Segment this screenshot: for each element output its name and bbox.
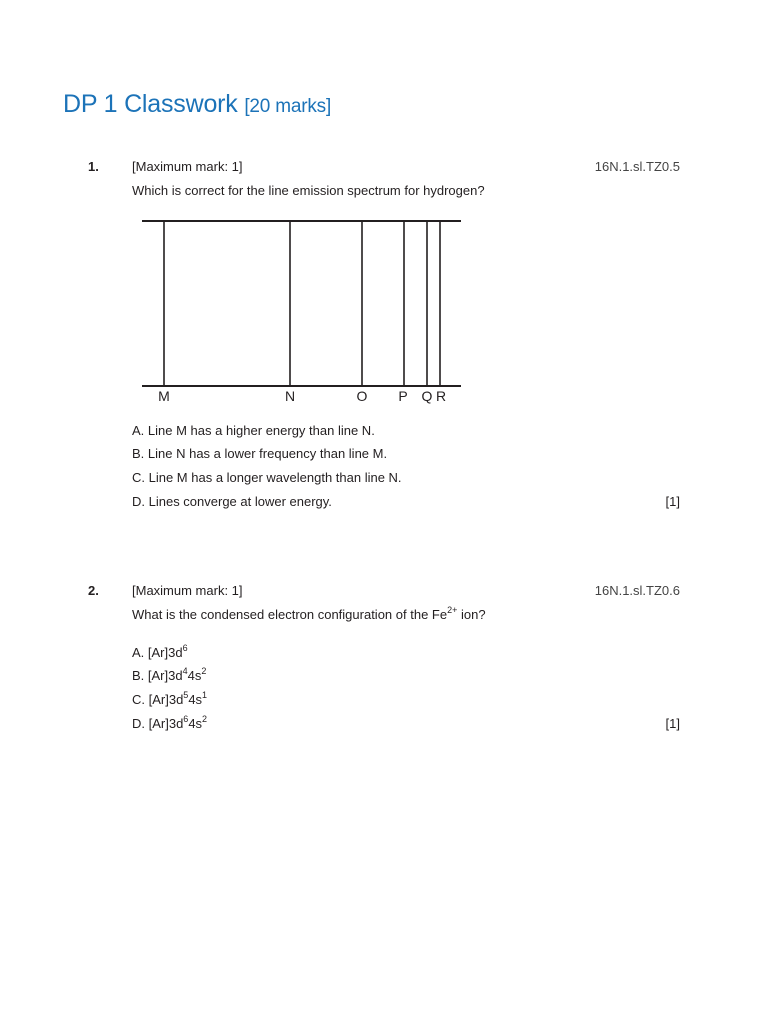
question-mark: [1] — [665, 716, 680, 731]
superscript: 6 — [182, 642, 188, 653]
superscript: 2 — [202, 713, 208, 724]
option-b: B. Line N has a lower frequency than line M. — [132, 446, 388, 461]
question-text: Which is correct for the line emission spectrum for hydrogen? — [132, 183, 485, 198]
option-c — [132, 689, 208, 707]
option-d: D. Lines converge at lower energy. — [132, 494, 332, 509]
option-text: A. [Ar]3d — [132, 645, 183, 660]
line-label-q: Q — [421, 388, 433, 404]
option-text: 4s — [188, 692, 203, 707]
option-a: A. Line M has a higher energy than line N. — [132, 423, 375, 438]
line-label-n: N — [284, 388, 296, 404]
superscript: 2 — [201, 665, 207, 676]
question-text-end: ion? — [457, 607, 486, 622]
emission-spectrum-diagram — [0, 0, 768, 420]
option-text: 4s — [188, 716, 203, 731]
question-text-main: What is the condensed electron configuration of the Fe — [132, 607, 448, 622]
superscript: 1 — [202, 689, 208, 700]
line-label-o: O — [356, 388, 368, 404]
superscript: 4 — [182, 665, 188, 676]
title-marks: [20 marks] — [244, 96, 332, 117]
option-text: B. [Ar]3d — [132, 668, 183, 683]
question-text — [132, 604, 486, 622]
option-text: C. [Ar]3d — [132, 692, 184, 707]
line-label-m: M — [158, 388, 170, 404]
line-label-p: P — [398, 388, 408, 404]
line-label-r: R — [435, 388, 447, 404]
superscript: 5 — [183, 689, 189, 700]
question-number: 2. — [88, 583, 99, 598]
option-text: D. [Ar]3d — [132, 716, 184, 731]
max-mark-label: [Maximum mark: 1] — [132, 583, 243, 598]
question-code: 16N.1.sl.TZ0.6 — [594, 583, 680, 598]
max-mark-label: [Maximum mark: 1] — [132, 159, 243, 174]
question-code: 16N.1.sl.TZ0.5 — [594, 159, 680, 174]
superscript: 6 — [183, 713, 189, 724]
option-d — [132, 713, 208, 731]
option-c: C. Line M has a longer wavelength than line N. — [132, 470, 402, 485]
question-mark: [1] — [665, 494, 680, 509]
title-text: DP 1 Classwork — [63, 90, 238, 118]
option-text: 4s — [187, 668, 202, 683]
option-a — [132, 642, 188, 660]
question-number: 1. — [88, 159, 99, 174]
option-b — [132, 665, 207, 683]
ion-charge: 2+ — [447, 604, 458, 615]
